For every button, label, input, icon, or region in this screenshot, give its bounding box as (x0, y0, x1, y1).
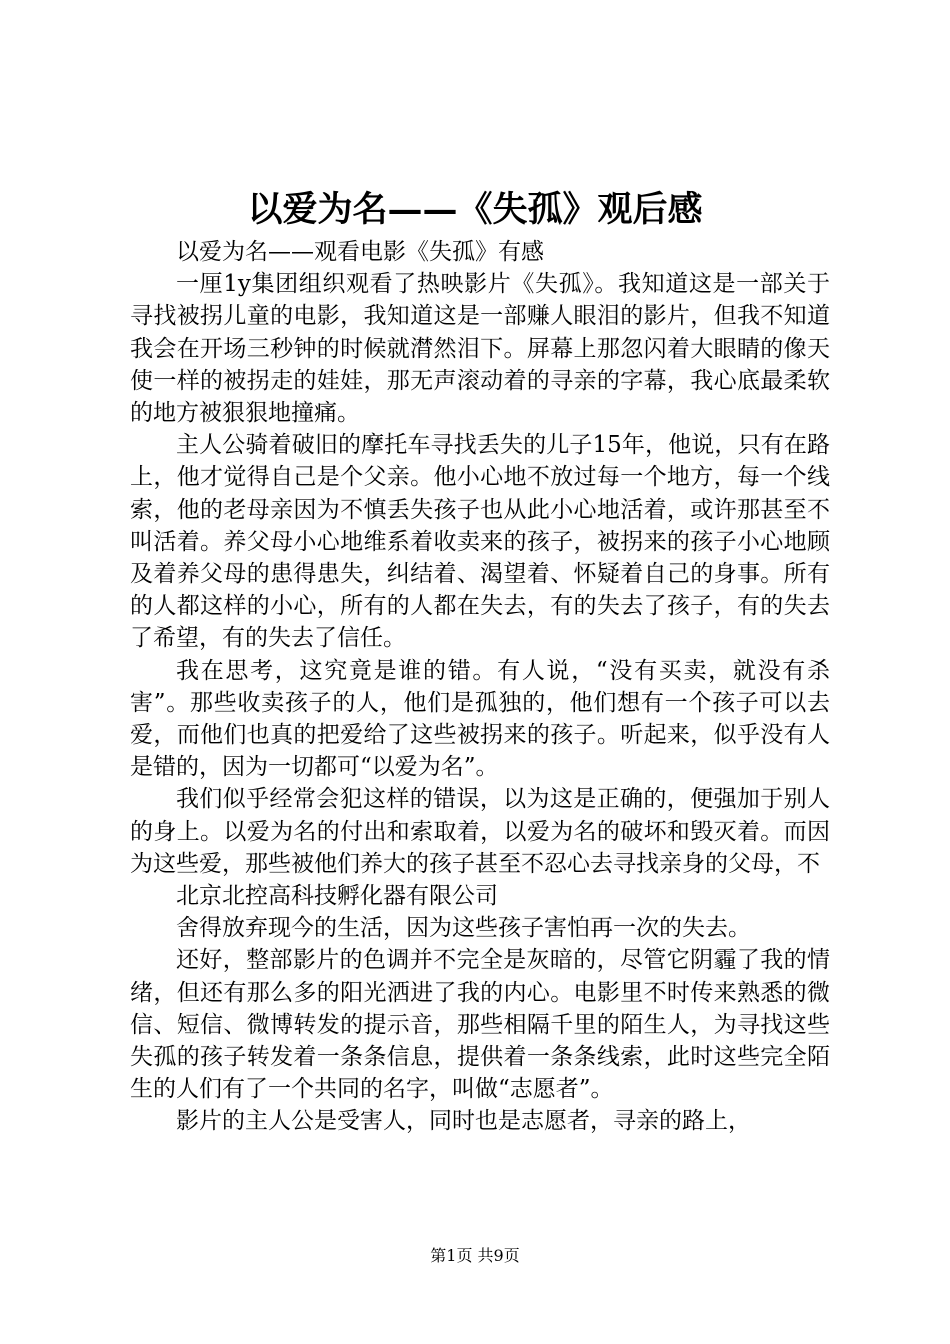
paragraph: 一厘1y集团组织观看了热映影片《失孤》。我知道这是一部关于寻找被拐儿童的电影，我知道这是一部赚人眼泪的影片，但我不知道我会在开场三秒钟的时候就潸然泪下。屏幕上那忽闪着大眼睛的像天使一样的被拐走的娃娃，那无声滚动着的寻亲的字幕，我心底最柔软的地方被狠狠地撞痛。 (130, 271, 830, 427)
paragraph: 还好，整部影片的色调并不完全是灰暗的，尽管它阴霾了我的情绪，但还有那么多的阳光洒进了我的内心。电影里不时传来熟悉的微信、短信、微博转发的提示音，那些相隔千里的陌生人，为寻找这些失孤的孩子转发着一条条信息，提供着一条条线索，此时这些完全陌生的人们有了一个共同的名字，叫做“志愿者”。 (130, 947, 830, 1103)
page-number-footer: 第1页 共9页 (430, 1246, 520, 1265)
paragraph: 舍得放弃现今的生活，因为这些孩子害怕再一次的失去。 (176, 915, 751, 942)
paragraph: 我在思考，这究竟是谁的错。有人说，“没有买卖，就没有杀害”。那些收卖孩子的人，他们是孤独的，他们想有一个孩子可以去爱，而他们也真的把爱给了这些被拐来的孩子。听起来，似乎没有人是错的，因为一切都可“以爱为名”。 (130, 657, 830, 781)
paragraph: 主人公骑着破旧的摩托车寻找丢失的儿子15年，他说，只有在路上，他才觉得自己是个父亲。他小心地不放过每一个地方，每一个线索，他的老母亲因为不慎丢失孩子也从此小心地活着，或许那甚至不叫活着。养父母小心地维系着收卖来的孩子，被拐来的孩子小心地顾及着养父母的患得患失，纠结着、渴望着、怀疑着自己的身事。所有的人都这样的小心，所有的人都在失去，有的失去了孩子，有的失去了希望，有的失去了信任。 (130, 432, 830, 652)
document-body (130, 236, 830, 1138)
document-title: 以爱为名——《失孤》观后感 (247, 189, 703, 230)
company-name-line: 北京北控高科技孵化器有限公司 (176, 883, 498, 910)
paragraph: 影片的主人公是受害人，同时也是志愿者，寻亲的路上， (176, 1108, 751, 1135)
paragraph: 我们似乎经常会犯这样的错误，以为这是正确的，便强加于别人的身上。以爱为名的付出和索取着，以爱为名的破坏和毁灭着。而因为这些爱，那些被他们养大的孩子甚至不忍心去寻找亲身的父母，不 (130, 786, 830, 877)
subtitle-paragraph: 以爱为名——观看电影《失孤》有感 (176, 239, 544, 265)
